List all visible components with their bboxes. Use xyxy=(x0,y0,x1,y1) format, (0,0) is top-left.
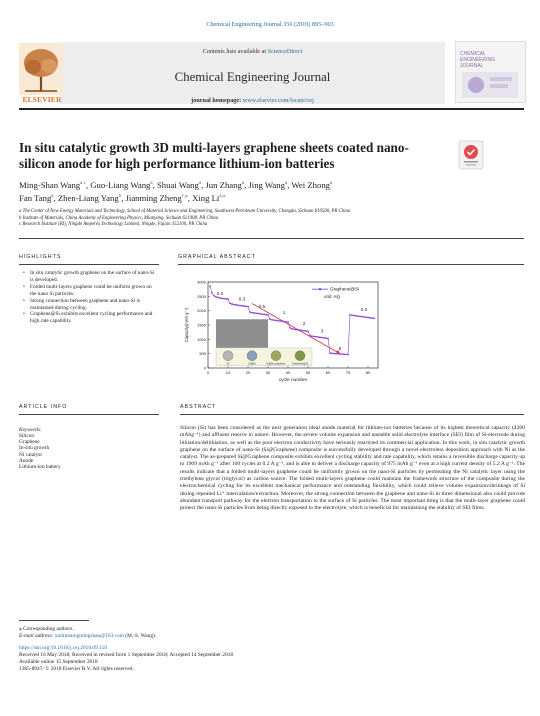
highlight-item: • Folded multi-layers graphene could be uniform grown on the nano Si particles. xyxy=(30,284,157,298)
particle-schematic xyxy=(247,351,257,361)
author-name: Ming-Shan Wang xyxy=(19,179,81,190)
data-point xyxy=(289,327,291,329)
data-point xyxy=(315,336,317,338)
rate-label: 2 xyxy=(302,321,306,326)
abstract-heading: ABSTRACT xyxy=(180,404,217,410)
rate-label: 0.2 xyxy=(360,307,368,313)
inset-label: Si xyxy=(226,362,230,366)
footnote-rule xyxy=(19,620,89,621)
rate-label: 5 xyxy=(338,345,342,351)
highlights-heading: HIGHLIGHTS xyxy=(19,254,62,260)
data-point xyxy=(267,314,269,316)
data-point xyxy=(243,305,245,307)
legend-label: Graphene@Si xyxy=(330,286,360,292)
particle-schematic xyxy=(223,351,233,361)
doi-link[interactable]: https://doi.org/10.1016/j.cej.2018.09.110 xyxy=(19,645,108,652)
author-name: Xing Li xyxy=(192,193,220,204)
data-point xyxy=(335,353,337,355)
author-name: Guo-Liang Wang xyxy=(90,179,151,190)
affiliations xyxy=(19,209,524,229)
data-point xyxy=(231,303,233,305)
data-point xyxy=(295,329,297,331)
journal-homepage xyxy=(60,97,445,104)
data-point xyxy=(339,353,341,355)
author-affiliation-marker[interactable]: a xyxy=(284,181,288,186)
y-tick-label: 2000 xyxy=(197,308,206,314)
y-tick-label: 500 xyxy=(199,351,206,357)
data-point xyxy=(331,352,333,354)
data-point xyxy=(357,315,359,317)
graphical-abstract-heading: GRAPHICAL ABSTRACT xyxy=(178,254,256,260)
x-tick-label: 40 xyxy=(285,370,291,375)
data-point xyxy=(327,338,329,340)
keyword: Anode xyxy=(19,457,34,464)
data-point xyxy=(251,312,253,314)
author-name: Shuai Wang xyxy=(156,179,199,190)
rate-label: 1 xyxy=(282,310,286,316)
data-point xyxy=(321,337,323,339)
data-point xyxy=(277,320,279,322)
affiliation-rule xyxy=(19,238,524,239)
data-point xyxy=(219,297,221,299)
author-line-2: Fan Tang$^a$, Zhen-Liang Yang$^b$, Jianming Zheng$^{c,⁎}$, Xing $Li^{a,⁎}$ xyxy=(19,193,226,204)
data-point xyxy=(255,312,257,314)
data-point xyxy=(345,353,347,355)
data-point xyxy=(275,320,277,322)
author-affiliation-marker[interactable]: a xyxy=(150,181,153,186)
data-point xyxy=(211,292,213,294)
data-point xyxy=(373,318,375,320)
data-point xyxy=(257,313,259,315)
data-point xyxy=(305,330,307,332)
keyword: In-situ growth xyxy=(19,445,50,452)
data-point xyxy=(245,305,247,307)
journal-cover-graphic-icon xyxy=(462,72,518,98)
data-point xyxy=(213,295,215,297)
data-point xyxy=(279,320,281,322)
data-point xyxy=(215,296,217,298)
inset-label: Graphene@Si xyxy=(291,362,309,366)
affiliation-c: c Research Institute (RI), Ningde Amperex Technology Limited, Ningde, Fujian 352100, PR China xyxy=(19,222,208,228)
data-point xyxy=(367,317,369,319)
x-tick-label: 20 xyxy=(245,370,251,375)
publisher-name: ELSEVIER xyxy=(22,95,62,104)
data-point xyxy=(329,352,331,354)
highlight-item: • Graphene@Si exhibits excellent cycling performance and high rate capability. xyxy=(30,311,157,325)
data-point xyxy=(307,330,309,332)
data-point xyxy=(301,330,303,332)
footnotes xyxy=(19,626,369,674)
inset-label: Si@Ni xyxy=(248,362,256,366)
data-point xyxy=(281,320,283,322)
keywords-heading: Keywords: xyxy=(19,427,42,433)
data-point xyxy=(291,328,293,330)
data-point xyxy=(241,305,243,307)
x-tick-label: 10 xyxy=(225,370,231,375)
rate-label: 0.3 xyxy=(238,296,246,302)
x-tick-label: 0 xyxy=(206,370,210,375)
homepage-link[interactable]: www.elsevier.com/locate/cej xyxy=(242,97,314,104)
available-online: Available online 15 September 2018 xyxy=(19,659,98,666)
keyword: Graphene xyxy=(19,439,40,446)
data-point xyxy=(227,298,229,300)
x-axis-label: cycle number xyxy=(278,378,308,383)
data-point xyxy=(325,337,327,339)
data-point xyxy=(371,317,373,319)
data-point xyxy=(293,328,295,330)
journal-title: Chemical Engineering Journal xyxy=(174,70,331,84)
keyword: Ni catalyst xyxy=(19,451,42,458)
data-point xyxy=(309,335,311,337)
highlight-item: • Strong connection between graphene and nano-Si is maintained during cycling. xyxy=(30,298,157,312)
rate-label: 0.5 xyxy=(258,303,266,309)
contents-prefix: Contents lists available at xyxy=(202,48,268,55)
data-point xyxy=(355,315,357,317)
unit-note: unit: A/g xyxy=(324,293,340,299)
x-tick-label: 70 xyxy=(345,370,351,375)
author-line-1: Ming-Shan Wang$^{a,c}$, Guo-Liang Wang$^a$, Shuai Wang$^a$, Jun Zhang$^a$, Jing Wang$^a$, Wei Zhong$^a$ xyxy=(19,179,333,190)
data-point xyxy=(347,354,349,356)
author-affiliation-marker[interactable]: a xyxy=(330,181,333,186)
x-tick-label: 30 xyxy=(265,370,271,375)
email-line: E-mail address: xmlnmaingmingshan@163.com (M.-S. Wang). xyxy=(19,633,157,640)
author-affiliation-marker[interactable]: c,⁎ xyxy=(181,194,188,200)
data-point xyxy=(285,321,287,323)
graphical-abstract-chart xyxy=(178,268,524,388)
affiliation-a: a The Center of New Energy Materials and Technology, School of Material Science and Engineering, Southwest Petroleum University, Chengdu, Sichuan 610500, PR China xyxy=(19,209,351,214)
y-tick-label: 1500 xyxy=(197,322,206,328)
homepage-prefix: journal homepage: xyxy=(191,97,243,104)
y-tick-label: 1000 xyxy=(197,336,206,342)
article-info-rule xyxy=(19,414,159,415)
data-point xyxy=(233,304,235,306)
data-point xyxy=(341,353,343,355)
highlight-item: • In situ catalytic growth graphene on the surface of nano-Si is developed. xyxy=(30,270,157,284)
data-point xyxy=(263,313,265,315)
data-point xyxy=(349,314,351,316)
y-axis-label: Capacity(mAh g⁻¹) xyxy=(184,307,189,343)
particle-schematic xyxy=(295,351,305,361)
article-info-heading: ARTICLE INFO xyxy=(19,404,68,410)
affiliation-b: b Institute of Materials, China Academy of Engineering Physics, Mianyang, Sichuan 621908, PR China xyxy=(19,215,219,221)
data-point xyxy=(283,321,285,323)
author-name: Fan Tang xyxy=(19,193,52,204)
data-point xyxy=(223,298,225,300)
y-tick-label: 2500 xyxy=(197,293,206,299)
data-point xyxy=(365,316,367,318)
data-point xyxy=(299,329,301,331)
x-tick-label: 50 xyxy=(305,370,311,375)
data-point xyxy=(269,318,271,320)
data-point xyxy=(353,315,355,317)
author-name: Jun Zhang xyxy=(205,179,242,190)
abstract-text: Silicon (Si) has been considered as the next generation ideal anode material for lithium-ion batteries because of its highest theoretical capacity (4200 mAhg⁻¹) and affluent reserve in nature. However, the severe volume expansion and unstable solid electrolyte interface (SEI) film of Si-electrode during lithiation/delithiation, as well as the poor electron conductivity have seriously restricted its commercial application. In this work, in situ catalytic growth graphene on the surface of nano-Si (Si@Graphene) composite is successfully developed through a novel electroless deposition approach with Ni as the catalyst. The as-prepared Si@Graphene composite exhibits excellent cycling stability and rate capability, which retains a reversible discharge capacity up to 1909 mAh g⁻¹ after 100 cycles at 0.2 A g⁻¹, and is able to deliver a discharge capacity of 975 mAh g⁻¹ even at a high current density of 5.2 A g⁻¹. The results indicate that a folded multi-layers graphene could be uniformly grown on the nano-Si particles by permeating the Ni catalytic layer using the triethylene glycol (triglycol) as carbon source. The folded multi-layers graphene could maintain the framework structure of the composite during the electrochemical cycling for its excellent mechanical performance and outstanding flexibility, which could relieve volume expansion/shrinkage of Si during repeated Li⁺ intercalation/extraction. Moreover, the strong connection between the graphene and nano-Si in three dimensional also could provide abundant transport pathway for the electron transportation to the surface of Si particles. The most important thing is that the multi-layer graphene could protect the nano-Si particles from being directly exposed to the electrolyte, which is beneficial for maintaining the stability of SEI films. xyxy=(180,425,525,512)
author-list xyxy=(19,178,524,205)
data-point xyxy=(217,297,219,299)
y-tick-label: 0 xyxy=(203,365,206,371)
data-point xyxy=(361,316,363,318)
data-point xyxy=(209,285,211,287)
data-point xyxy=(239,305,241,307)
author-affiliation-marker[interactable]: a xyxy=(51,194,54,200)
data-point xyxy=(337,353,339,355)
data-point xyxy=(311,335,313,337)
data-point xyxy=(265,314,267,316)
data-point xyxy=(249,311,251,313)
inset-label: Si@Ni graphene xyxy=(266,362,286,366)
email-link[interactable]: xmlnmaingmingshan@163.com xyxy=(54,633,124,640)
data-point xyxy=(259,313,261,315)
data-point xyxy=(237,304,239,306)
journal-cover-title: CHEMICAL ENGINEERING JOURNAL xyxy=(460,51,496,69)
elsevier-tree-logo-icon xyxy=(19,43,63,95)
article-title: In situ catalytic growth 3D multi-layers graphene sheets coated nano-silicon anode for high performance lithium-ion batteries xyxy=(19,140,409,171)
data-point xyxy=(317,336,319,338)
rate-label: 3 xyxy=(320,328,324,334)
data-point xyxy=(319,336,321,338)
data-point xyxy=(359,316,361,318)
data-point xyxy=(229,302,231,304)
author-name: Jing Wang xyxy=(248,179,285,190)
rate-label: 0.2 xyxy=(216,290,224,296)
author-affiliation-marker[interactable]: a xyxy=(198,181,202,186)
author-affiliation-marker[interactable]: b xyxy=(118,194,122,200)
data-point xyxy=(313,336,315,338)
data-point xyxy=(287,321,289,323)
data-point xyxy=(303,330,305,332)
check-for-updates-icon[interactable] xyxy=(458,140,484,170)
contents-line xyxy=(60,48,445,55)
x-tick-label: 60 xyxy=(325,370,331,375)
author-affiliation-marker[interactable]: a,⁎ xyxy=(219,194,226,200)
author-name: Jianming Zheng xyxy=(125,193,182,204)
data-point xyxy=(221,297,223,299)
data-point xyxy=(333,353,335,355)
sem-inset-image xyxy=(216,319,268,348)
data-point xyxy=(247,306,249,308)
data-point xyxy=(271,319,273,321)
journal-citation: Chemical Engineering Journal 356 (2019) 895–903 xyxy=(206,21,334,28)
header-rule xyxy=(19,108,524,110)
author-name: Zhen-Liang Yang xyxy=(57,193,119,204)
copyright: 1385-8947/ © 2018 Elsevier B.V. All rights reserved. xyxy=(19,666,134,673)
corresponding-note: ⁎ Corresponding authors. xyxy=(19,626,74,632)
y-tick-label: 3000 xyxy=(197,279,206,285)
keyword: Silicon xyxy=(19,433,35,439)
author-affiliation-marker[interactable]: a,c xyxy=(80,181,86,186)
data-point xyxy=(323,337,325,339)
data-point xyxy=(273,319,275,321)
data-point xyxy=(297,329,299,331)
author-affiliation-marker[interactable]: a xyxy=(241,181,245,186)
author-name: Wei Zhong xyxy=(291,179,331,190)
x-tick-label: 80 xyxy=(365,370,371,375)
data-point xyxy=(343,353,345,355)
data-point xyxy=(235,304,237,306)
data-point xyxy=(369,317,371,319)
received-dates: Received 16 May 2018; Received in revised form 1 September 2018; Accepted 14 September 2018 xyxy=(19,652,234,659)
keyword: Lithium-ion battery xyxy=(19,464,61,471)
data-point xyxy=(261,313,263,315)
abstract-rule xyxy=(180,414,524,415)
particle-schematic xyxy=(271,351,281,361)
data-point xyxy=(253,312,255,314)
legend-marker xyxy=(319,288,321,290)
sciencedirect-link[interactable]: ScienceDirect xyxy=(267,48,303,55)
keywords-list xyxy=(19,433,61,470)
data-point xyxy=(351,314,353,316)
graphical-abstract-rule xyxy=(178,264,524,265)
data-point xyxy=(363,316,365,318)
highlights-rule xyxy=(19,264,159,265)
data-point xyxy=(225,298,227,300)
highlights-list xyxy=(22,270,157,325)
